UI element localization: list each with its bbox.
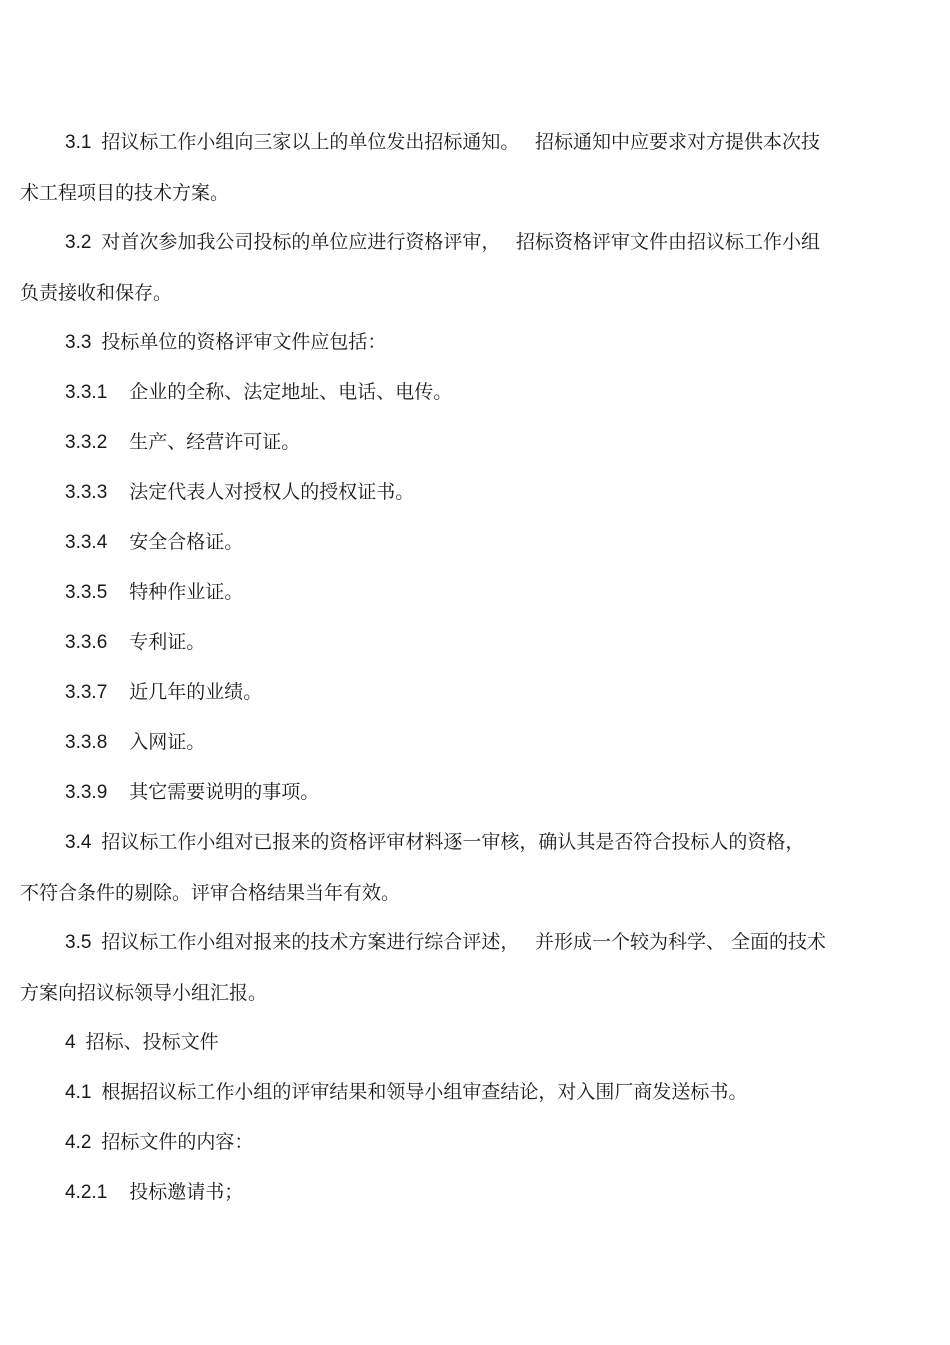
paragraph-3-3-5 bbox=[20, 567, 925, 618]
paragraph-line bbox=[20, 1067, 925, 1118]
paragraph-text: 投标邀请书； bbox=[129, 1181, 244, 1203]
section-title: 招标、投标文件 bbox=[85, 1031, 219, 1053]
paragraph-line bbox=[20, 417, 925, 468]
paragraph-line bbox=[20, 767, 925, 818]
paragraph-3-3-3 bbox=[20, 467, 925, 518]
paragraph-3-3-8 bbox=[20, 717, 925, 768]
paragraph-4-2 bbox=[20, 1117, 925, 1168]
section-number: 3.2 bbox=[65, 232, 92, 253]
paragraph-3-1 bbox=[20, 117, 925, 218]
section-number: 3.3.5 bbox=[65, 582, 108, 603]
paragraph-line bbox=[20, 367, 925, 418]
paragraph-3-3-1 bbox=[20, 367, 925, 418]
paragraph-text: 招议标工作小组对已报来的资格评审材料逐一审核，确认其是否符合投标人的资格， bbox=[101, 831, 805, 853]
paragraph-line: 方案向招议标领导小组汇报。 bbox=[20, 982, 268, 1004]
paragraph-line bbox=[20, 667, 925, 718]
paragraph-3-3-4 bbox=[20, 517, 925, 568]
paragraph-3-3-2 bbox=[20, 417, 925, 468]
section-number: 3.5 bbox=[65, 932, 92, 953]
section-number: 3.3.4 bbox=[65, 532, 108, 553]
paragraph-line bbox=[20, 317, 925, 368]
paragraph-line: 不符合条件的剔除。评审合格结果当年有效。 bbox=[20, 882, 401, 904]
paragraph-text: 招议标工作小组对报来的技术方案进行综合评述， 并形成一个较为科学、 全面的技术 bbox=[101, 931, 827, 953]
paragraph-line: 负责接收和保存。 bbox=[20, 282, 173, 304]
paragraph-line bbox=[20, 1017, 925, 1068]
section-number: 3.3.6 bbox=[65, 632, 108, 653]
paragraph-text: 法定代表人对授权人的授权证书。 bbox=[129, 481, 415, 503]
section-number: 3.3.2 bbox=[65, 432, 108, 453]
section-number: 4.2.1 bbox=[65, 1182, 108, 1203]
paragraph-line bbox=[20, 517, 925, 568]
paragraph-text: 安全合格证。 bbox=[129, 531, 244, 553]
paragraph-3-2 bbox=[20, 217, 925, 318]
section-number: 3.3.7 bbox=[65, 682, 108, 703]
section-number: 3.3 bbox=[65, 332, 92, 353]
paragraph-3-5 bbox=[20, 917, 925, 1018]
paragraph-3-3-6 bbox=[20, 617, 925, 668]
paragraph-4-1 bbox=[20, 1067, 925, 1118]
section-number: 3.1 bbox=[65, 132, 92, 153]
paragraph-text: 近几年的业绩。 bbox=[129, 681, 263, 703]
section-number: 3.3.9 bbox=[65, 782, 108, 803]
paragraph-text: 生产、经营许可证。 bbox=[129, 431, 301, 453]
paragraph-line bbox=[20, 617, 925, 668]
paragraph-line bbox=[20, 917, 925, 968]
paragraph-line bbox=[20, 117, 925, 168]
section-number: 4.1 bbox=[65, 1082, 92, 1103]
paragraph-4-2-1 bbox=[20, 1167, 925, 1218]
paragraph-line bbox=[20, 1167, 925, 1218]
paragraph-line bbox=[20, 817, 925, 868]
paragraph-line bbox=[20, 467, 925, 518]
paragraph-text: 专利证。 bbox=[129, 631, 206, 653]
section-number: 3.3.1 bbox=[65, 382, 108, 403]
paragraph-text: 其它需要说明的事项。 bbox=[129, 781, 320, 803]
paragraph-text: 入网证。 bbox=[129, 731, 206, 753]
paragraph-text: 根据招议标工作小组的评审结果和领导小组审查结论，对入围厂商发送标书。 bbox=[101, 1081, 748, 1103]
paragraph-3-3 bbox=[20, 317, 925, 368]
paragraph-text: 对首次参加我公司投标的单位应进行资格评审， 招标资格评审文件由招议标工作小组 bbox=[101, 231, 820, 253]
paragraph-3-4 bbox=[20, 817, 925, 918]
section-number: 4.2 bbox=[65, 1132, 92, 1153]
section-number: 3.3.8 bbox=[65, 732, 108, 753]
paragraph-text: 招议标工作小组向三家以上的单位发出招标通知。 招标通知中应要求对方提供本次技 bbox=[101, 131, 820, 153]
paragraph-3-3-7 bbox=[20, 667, 925, 718]
paragraph-text: 企业的全称、法定地址、电话、电传。 bbox=[129, 381, 453, 403]
paragraph-line: 术工程项目的技术方案。 bbox=[20, 182, 230, 204]
section-number: 4 bbox=[65, 1032, 76, 1053]
section-number: 3.3.3 bbox=[65, 482, 108, 503]
paragraph-text: 招标文件的内容： bbox=[101, 1131, 254, 1153]
paragraph-text: 投标单位的资格评审文件应包括： bbox=[101, 331, 387, 353]
paragraph-text: 特种作业证。 bbox=[129, 581, 244, 603]
paragraph-line bbox=[20, 1117, 925, 1168]
section-number: 3.4 bbox=[65, 832, 92, 853]
paragraph-line bbox=[20, 217, 925, 268]
paragraph-3-3-9 bbox=[20, 767, 925, 818]
paragraph-line bbox=[20, 567, 925, 618]
paragraph-line bbox=[20, 717, 925, 768]
section-heading-4 bbox=[20, 1017, 925, 1068]
